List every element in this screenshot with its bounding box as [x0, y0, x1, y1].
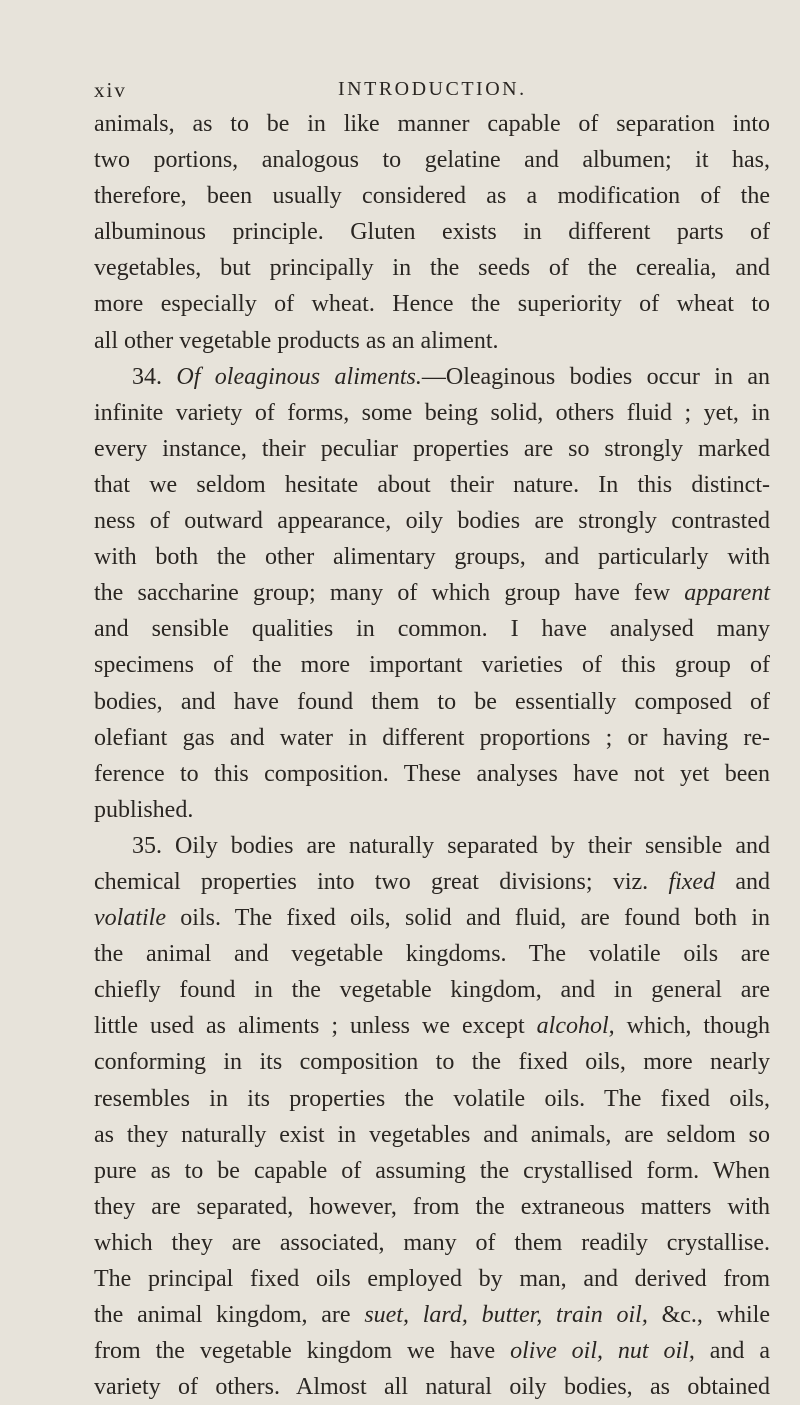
text-segment: ference to this composition. These analyses have not yet been: [94, 760, 770, 787]
text-segment: that we seldom hesitate about their nature. In this distinct-: [94, 471, 770, 498]
running-title: INTRODUCTION.: [338, 78, 527, 100]
text-line: [94, 1153, 770, 1189]
text-line: [94, 828, 770, 864]
text-line: [94, 1189, 770, 1225]
italic-text: alcohol,: [536, 1013, 615, 1040]
text-segment: 34.: [132, 363, 177, 390]
body-text: [94, 106, 770, 1405]
text-line: [94, 1333, 770, 1369]
text-segment: published.: [94, 796, 194, 823]
text-segment: which they are associated, many of them readily crystallise.: [94, 1229, 770, 1256]
italic-text: suet, lard, butter, train oil,: [364, 1302, 648, 1329]
text-line: [94, 323, 770, 359]
text-line: [94, 575, 770, 611]
text-segment: little used as aliments ; unless we except: [94, 1013, 537, 1040]
text-line: [94, 900, 770, 936]
text-line: [94, 431, 770, 467]
text-segment: vegetables, but principally in the seeds of the cerealia, and: [94, 255, 770, 282]
text-segment: infinite variety of forms, some being solid, others fluid ; yet, in: [94, 399, 770, 426]
italic-text: volatile: [94, 905, 166, 932]
page-number: xiv: [94, 78, 127, 102]
text-segment: more especially of wheat. Hence the superiority of wheat to: [94, 291, 770, 318]
text-line: [94, 142, 770, 178]
text-segment: animals, as to be in like manner capable of separation into: [94, 111, 770, 137]
text-line: [94, 503, 770, 539]
italic-text: fixed: [668, 868, 716, 895]
text-segment: &c., while: [647, 1302, 770, 1329]
text-line: [94, 1369, 770, 1405]
text-line: [94, 539, 770, 575]
text-segment: resembles in its properties the volatile oils. The fixed oils,: [94, 1085, 770, 1112]
text-segment: The principal fixed oils employed by man, and derived from: [94, 1266, 770, 1292]
text-line: [94, 792, 770, 828]
text-segment: ness of outward appearance, oily bodies are strongly contrasted: [94, 508, 770, 535]
text-segment: chiefly found in the vegetable kingdom, and in general are: [94, 977, 770, 1004]
text-segment: bodies, and have found them to be essentially composed of: [94, 688, 770, 715]
italic-text: Of oleaginous aliments.: [176, 363, 422, 390]
text-line: [94, 1117, 770, 1153]
text-segment: and sensible qualities in common. I have analysed many: [94, 616, 770, 643]
text-line: [94, 1297, 770, 1333]
text-line: [94, 106, 770, 142]
text-line: [94, 720, 770, 756]
text-segment: olefiant gas and water in different proportions ; or having re-: [94, 724, 770, 751]
text-line: [94, 359, 770, 395]
text-segment: and a: [694, 1338, 771, 1365]
text-line: [94, 178, 770, 214]
text-segment: the saccharine group; many of which group have few: [94, 580, 685, 607]
text-segment: as they naturally exist in vegetables and animals, are seldom so: [94, 1121, 770, 1148]
text-segment: chemical properties into two great divisions; viz.: [94, 868, 669, 895]
text-line: [94, 936, 770, 972]
text-line: [94, 611, 770, 647]
text-segment: every instance, their peculiar properties are so strongly marked: [94, 435, 770, 462]
text-segment: specimens of the more important varieties of this group of: [94, 652, 770, 679]
italic-text: apparent: [684, 580, 770, 607]
text-line: [94, 286, 770, 322]
text-line: [94, 972, 770, 1008]
text-line: [94, 395, 770, 431]
text-line: [94, 1008, 770, 1044]
text-line: [94, 647, 770, 683]
text-segment: oils. The fixed oils, solid and fluid, are found both in: [165, 905, 770, 932]
text-segment: conforming in its composition to the fixed oils, more nearly: [94, 1049, 770, 1076]
text-line: [94, 1081, 770, 1117]
text-line: [94, 467, 770, 503]
text-segment: variety of others. Almost all natural oily bodies, as obtained: [94, 1374, 770, 1401]
text-segment: which, though: [614, 1013, 770, 1040]
text-segment: from the vegetable kingdom we have: [94, 1338, 511, 1365]
text-segment: they are separated, however, from the extraneous matters with: [94, 1193, 770, 1220]
text-segment: with both the other alimentary groups, and particularly with: [94, 544, 770, 571]
text-line: [94, 1261, 770, 1297]
text-segment: two portions, analogous to gelatine and albumen; it has,: [94, 147, 770, 174]
italic-text: olive oil, nut oil,: [510, 1338, 695, 1365]
text-line: [94, 250, 770, 286]
text-segment: the animal and vegetable kingdoms. The volatile oils are: [94, 941, 770, 968]
text-segment: the animal kingdom, are: [94, 1302, 365, 1329]
text-segment: and: [715, 868, 770, 895]
text-line: [94, 864, 770, 900]
text-segment: 35. Oily bodies are naturally separated by their sensible and: [132, 832, 770, 859]
text-segment: albuminous principle. Gluten exists in different parts of: [94, 219, 770, 246]
text-segment: pure as to be capable of assuming the crystallised form. When: [94, 1157, 770, 1184]
text-line: [94, 684, 770, 720]
text-segment: —Oleaginous bodies occur in an: [421, 363, 771, 390]
text-line: [94, 214, 770, 250]
text-line: [94, 756, 770, 792]
text-segment: therefore, been usually considered as a modification of the: [94, 183, 770, 210]
text-line: [94, 1225, 770, 1261]
text-segment: all other vegetable products as an aliment.: [94, 327, 499, 354]
text-line: [94, 1044, 770, 1080]
page-header: [94, 78, 774, 108]
